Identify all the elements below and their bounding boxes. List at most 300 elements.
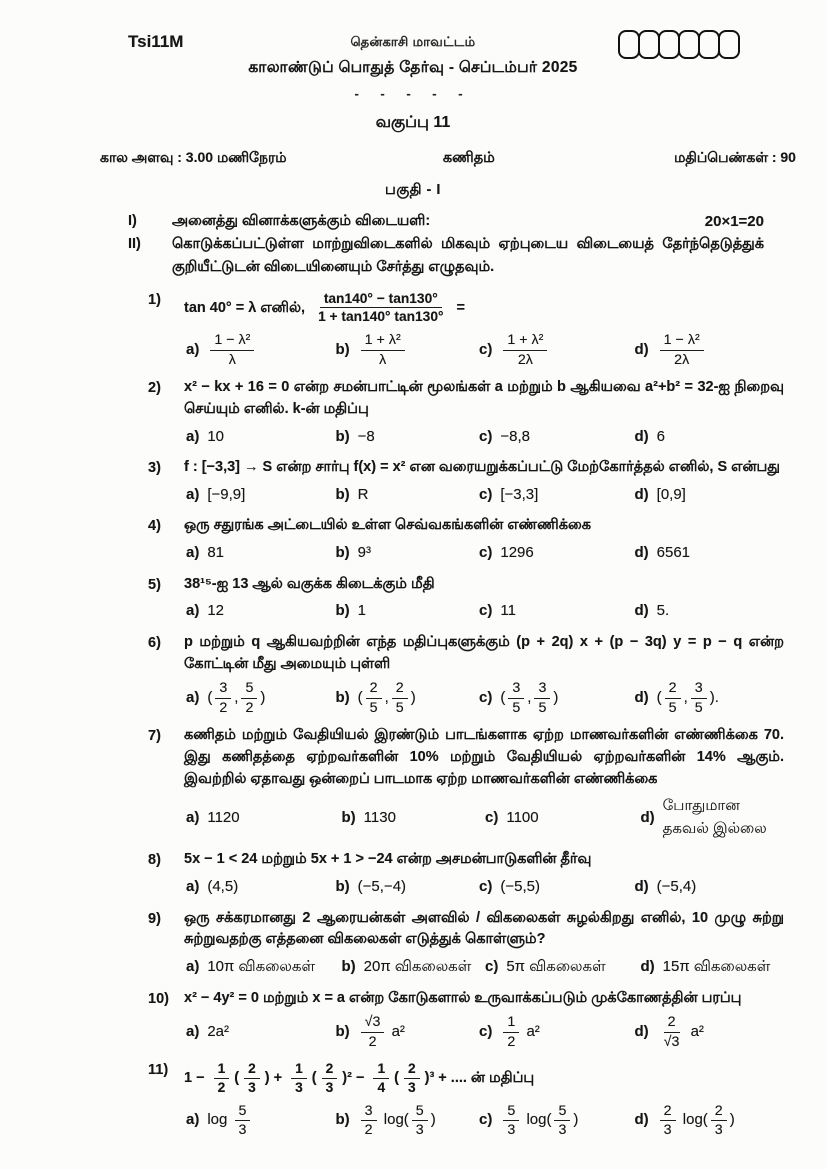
option	[634, 484, 784, 507]
question-number: 1)	[148, 291, 161, 308]
fraction	[214, 1061, 230, 1096]
text-run: 1	[357, 602, 367, 620]
fraction-denominator: 5	[694, 699, 703, 716]
district-title: தென்காசி மாவட்டம்	[350, 34, 476, 49]
text-run: −8	[357, 427, 375, 445]
option	[479, 332, 634, 368]
option-label: d)	[634, 1111, 649, 1129]
text-run: (	[656, 688, 662, 706]
option-label: c)	[485, 808, 499, 826]
text-run: [0,9]	[656, 485, 686, 503]
option	[186, 680, 336, 716]
fraction-numerator: 3	[691, 680, 707, 698]
fraction	[373, 1061, 389, 1096]
fraction-denominator: 2	[245, 699, 254, 716]
text-run: log(	[522, 1111, 552, 1129]
option	[336, 1103, 480, 1139]
text-run: ,	[527, 688, 532, 706]
fraction-numerator: 3	[534, 680, 550, 698]
option-content	[657, 680, 719, 716]
text-run: 1120	[207, 808, 240, 826]
option-content	[358, 542, 371, 565]
text-run: போதுமான தகவல் இல்லை	[662, 797, 767, 837]
text-run: 1 −	[184, 1070, 209, 1087]
fraction	[314, 291, 447, 326]
options-row	[186, 876, 784, 899]
text-run: 10π விகலைகள்	[207, 958, 315, 975]
fraction-denominator: 1 + tan140° tan130°	[318, 309, 444, 325]
option-label: d)	[634, 1022, 649, 1040]
fraction	[235, 1103, 251, 1139]
option	[336, 600, 480, 623]
fraction-denominator: 3	[415, 1122, 424, 1139]
fraction-denominator: 3	[507, 1122, 516, 1139]
fraction	[711, 1103, 727, 1139]
option	[479, 680, 634, 716]
option	[341, 956, 485, 979]
text-run: [−3,3]	[500, 485, 539, 503]
fraction-numerator: 2	[392, 680, 408, 698]
instruction-label: II)	[128, 236, 141, 253]
text-run: ).	[709, 688, 719, 706]
text-run: log	[207, 1111, 232, 1129]
fraction-numerator: 5	[554, 1103, 570, 1121]
question	[0, 632, 826, 716]
option	[634, 1103, 784, 1139]
option-content	[657, 1103, 735, 1139]
question-body	[184, 515, 784, 564]
text-run: a²	[387, 1022, 405, 1040]
fraction-numerator: tan140° − tan130°	[320, 291, 442, 309]
fraction	[241, 680, 257, 716]
text-run: log(	[379, 1111, 409, 1129]
text-run: ,	[234, 688, 239, 706]
bubble	[678, 30, 700, 59]
option-label: c)	[479, 878, 493, 895]
question-stem	[184, 289, 784, 328]
option-label: a)	[186, 808, 200, 826]
bubble	[698, 30, 720, 59]
option-label: a)	[186, 878, 200, 895]
question-number: 8)	[148, 852, 161, 869]
question-number: 10)	[148, 990, 169, 1007]
fraction-denominator: 3	[663, 1122, 672, 1139]
option-label: b)	[335, 1022, 350, 1040]
option-label: a)	[186, 544, 200, 561]
question-stem	[184, 515, 784, 537]
questions	[0, 289, 826, 1139]
option-content	[358, 1014, 405, 1050]
class-title: வகுப்பு 11	[375, 114, 451, 131]
option	[479, 426, 634, 449]
fraction-denominator: 3	[295, 1079, 303, 1095]
fraction	[244, 1061, 260, 1096]
option	[186, 542, 336, 565]
text-run: a²	[686, 1022, 704, 1040]
option-content	[663, 795, 784, 840]
question-body	[184, 849, 784, 898]
question-body	[184, 289, 784, 368]
option	[186, 484, 336, 507]
option-content	[500, 600, 516, 623]
fraction-denominator: 3	[325, 1079, 334, 1095]
fraction	[503, 1014, 519, 1050]
option-content	[364, 807, 396, 830]
option-content	[207, 807, 239, 830]
fraction-numerator: 2	[665, 680, 681, 698]
fraction	[404, 1061, 420, 1096]
header-row	[0, 30, 826, 56]
text-run: 6	[656, 427, 665, 445]
text-run: கணிதம் மற்றும் வேதியியல் இரண்டும் பாடங்களாக ஏற்ற மாணவர்களின் எண்ணிக்கை 70. இது கணிதத்தை ஏற்றவர்களின் 10% மற்றும் வேதியியல் ஏற்றவர்களின் 14% ஆகும். இவற்றில் ஏதாவது ஒன்றைப் பாடமாக ஏற்ற மாணவர்களின் எண்ணிக்கை	[184, 727, 789, 787]
fraction-denominator: 2	[507, 1033, 516, 1050]
text-run: x² − kx + 16 = 0 என்ற சமன்பாட்டின் மூலங்கள் a மற்றும் b ஆகியவை a²+b² = 32-ஐ நிறைவு செய்யும் எனில். k-ன் மதிப்பு	[184, 379, 789, 417]
fraction	[361, 1014, 385, 1050]
options-row	[186, 956, 784, 979]
fraction-denominator: 3	[558, 1122, 567, 1139]
fraction-denominator: 5	[668, 699, 677, 716]
fraction	[665, 680, 681, 716]
question-stem	[184, 632, 789, 676]
fraction-denominator: 3	[407, 1079, 416, 1095]
question-number: 5)	[148, 576, 161, 593]
fraction-numerator: 5	[235, 1103, 251, 1121]
register-number-boxes	[620, 30, 740, 59]
option-content	[207, 332, 257, 368]
text-run: (−5,4)	[656, 878, 697, 895]
fraction	[215, 680, 231, 716]
question	[0, 457, 826, 506]
question	[0, 1059, 826, 1138]
option-content	[657, 542, 690, 565]
option	[634, 680, 784, 716]
fraction-denominator: 2	[217, 1079, 226, 1095]
option	[186, 956, 341, 979]
question-stem	[184, 849, 784, 871]
question-number: 7)	[148, 728, 161, 744]
text-run: ஒரு சதுரங்க அட்டையில் உள்ள செவ்வகங்களின் எண்ணிக்கை	[184, 517, 591, 534]
fraction-numerator: 3	[508, 680, 524, 698]
instruction-text: கொடுக்கப்பட்டுள்ள மாற்றுவிடைகளில் மிகவும் ஏற்புடைய விடையைத் தேர்ந்தெடுத்துக் குறியீட்டுடன் விடையினையும் சேர்த்து எழுதவும்.	[172, 236, 764, 276]
question	[0, 725, 826, 840]
question-body	[184, 457, 784, 506]
fraction-numerator: 1	[503, 1014, 519, 1032]
text-run: )	[430, 1111, 436, 1129]
text-run: 1130	[363, 808, 396, 826]
option-label: d)	[634, 340, 649, 358]
max-marks: மதிப்பெண்கள் : 90	[674, 149, 796, 165]
option-content	[657, 876, 697, 899]
option	[485, 807, 640, 830]
question-body	[184, 1059, 784, 1138]
fraction-numerator: 5	[503, 1103, 519, 1121]
fraction-denominator: 5	[395, 699, 404, 716]
subject-title: கணிதம்	[442, 150, 495, 166]
text-run: log(	[678, 1111, 708, 1129]
text-run: (4,5)	[207, 878, 239, 895]
fraction-denominator: 2	[368, 1033, 377, 1050]
bubble	[718, 30, 740, 59]
option	[485, 956, 640, 979]
fraction-denominator: √3	[663, 1033, 680, 1050]
fraction-denominator: 3	[238, 1122, 247, 1139]
option-content	[358, 600, 366, 623]
option	[186, 807, 341, 830]
question-body	[184, 632, 789, 716]
option-label: c)	[479, 340, 493, 358]
fraction-numerator: 1	[214, 1061, 230, 1079]
fraction	[322, 1061, 338, 1096]
text-run: (	[311, 1070, 317, 1087]
question-number: 3)	[148, 460, 161, 476]
instruction-text: அனைத்து வினாக்களுக்கும் விடையளி:	[172, 213, 431, 229]
bubble	[638, 30, 660, 59]
option-label: c)	[479, 427, 493, 445]
fraction-denominator: 3	[248, 1079, 256, 1095]
question	[0, 574, 826, 623]
option-content	[500, 332, 550, 368]
question	[0, 988, 826, 1051]
option-content	[207, 876, 238, 899]
question-stem	[184, 377, 789, 421]
text-run: 9³	[357, 544, 372, 561]
fraction-numerator: 3	[215, 680, 231, 698]
option-label: c)	[479, 485, 493, 503]
option-content	[500, 426, 530, 449]
question-body	[184, 377, 789, 448]
option-label: b)	[335, 427, 350, 445]
option	[186, 426, 336, 449]
option-label: a)	[186, 1111, 200, 1129]
option	[186, 332, 336, 368]
option-content	[657, 426, 665, 449]
option-content	[500, 484, 538, 507]
question-body	[184, 725, 789, 840]
option	[336, 1014, 480, 1050]
text-run: −8,8	[500, 427, 530, 445]
option-content	[500, 1014, 539, 1050]
text-run: )	[410, 688, 416, 706]
question-number: 9)	[148, 910, 161, 927]
fraction	[412, 1103, 428, 1139]
options-row	[186, 795, 784, 840]
option-content	[207, 1103, 253, 1139]
text-run: (−5,−4)	[357, 878, 407, 895]
question-body	[184, 908, 789, 979]
options-row	[186, 484, 784, 507]
option-label: a)	[186, 340, 200, 358]
option-label: b)	[335, 878, 350, 895]
option-content	[506, 807, 538, 830]
option	[336, 876, 480, 899]
option	[479, 484, 634, 507]
option-content	[358, 426, 375, 449]
text-run: (	[357, 688, 363, 706]
text-run: ,	[683, 688, 688, 706]
text-run: p மற்றும் q ஆகியவற்றின் எந்த மதிப்புகளுக்கும் (p + 2q) x + (p − 3q) y = p − q என்ற கோட்டின் மீது அமையும் புள்ளி	[184, 633, 789, 672]
option	[186, 600, 336, 623]
question	[0, 515, 826, 564]
fraction-numerator: 1 + λ²	[503, 332, 547, 350]
fraction-numerator: 1 − λ²	[210, 332, 254, 350]
option-content	[500, 1103, 578, 1139]
fraction-denominator: 5	[369, 699, 378, 716]
option	[640, 795, 784, 840]
option	[336, 542, 480, 565]
option	[640, 956, 784, 979]
fraction	[660, 1014, 684, 1050]
option	[341, 807, 485, 830]
fraction-numerator: 1	[373, 1061, 389, 1079]
text-run: (−5,5)	[500, 878, 540, 895]
option	[634, 332, 784, 368]
options-row	[186, 332, 784, 368]
option-label: a)	[186, 485, 200, 503]
option-label: c)	[485, 958, 499, 975]
option	[336, 680, 480, 716]
fraction	[660, 1103, 676, 1139]
option-label: a)	[186, 1022, 200, 1040]
fraction	[210, 332, 254, 368]
question-stem	[184, 457, 784, 479]
question-number: 11)	[148, 1062, 169, 1078]
option-content	[207, 484, 245, 507]
option-label: c)	[479, 1111, 493, 1129]
option-content	[657, 332, 707, 368]
fraction	[554, 1103, 570, 1139]
question-stem	[184, 1059, 784, 1098]
option-label: c)	[479, 1022, 493, 1040]
text-run: ) +	[264, 1070, 287, 1087]
option-label: b)	[335, 602, 350, 620]
fraction-denominator: 2λ	[517, 351, 533, 368]
fraction	[361, 1103, 377, 1139]
fraction	[534, 680, 550, 716]
text-run: 5π விகலைகள்	[506, 958, 606, 975]
options-row	[186, 1103, 784, 1139]
text-run: a²	[522, 1022, 540, 1040]
option-content	[358, 484, 369, 507]
text-run: )	[729, 1111, 735, 1129]
option-label: d)	[640, 808, 655, 826]
fraction-denominator: 2λ	[674, 351, 690, 368]
option-content	[358, 680, 416, 716]
question-number: 2)	[148, 380, 161, 396]
fraction-denominator: 2	[364, 1122, 373, 1139]
fraction	[366, 680, 382, 716]
fraction	[660, 332, 704, 368]
option-label: b)	[335, 485, 350, 503]
fraction-numerator: 2	[244, 1061, 260, 1079]
question-body	[184, 988, 784, 1051]
fraction-denominator: 5	[512, 699, 521, 716]
option	[336, 332, 480, 368]
paper-code: Tsi11M	[128, 32, 184, 51]
text-run: 2a²	[207, 1022, 230, 1040]
option-label: d)	[634, 688, 649, 706]
option	[479, 600, 634, 623]
fraction-numerator: 2	[711, 1103, 727, 1121]
fraction	[392, 680, 408, 716]
option-label: a)	[186, 958, 200, 975]
fraction-denominator: 4	[377, 1079, 386, 1095]
instructions	[0, 210, 826, 280]
option-label: d)	[634, 427, 649, 445]
option-content	[663, 956, 771, 979]
options-row	[186, 426, 784, 449]
option-label: b)	[335, 688, 350, 706]
option-content	[207, 1021, 229, 1044]
instruction-row	[0, 233, 826, 279]
fraction-numerator: 1	[291, 1061, 307, 1079]
option-label: b)	[335, 340, 350, 358]
fraction-numerator: 2	[322, 1061, 338, 1079]
text-run: 5.	[656, 602, 670, 620]
bubble	[658, 30, 680, 59]
fraction-denominator: 2	[219, 699, 228, 716]
time-allocation: கால அளவு : 3.00 மணிநேரம்	[100, 149, 287, 165]
option-content	[358, 876, 406, 899]
fraction-numerator: 2	[366, 680, 382, 698]
question-stem	[184, 988, 784, 1010]
option	[479, 542, 634, 565]
text-run: f : [−3,3] → S என்ற சார்பு f(x) = x² என வரையறுக்கப்பட்டு மேற்கோர்த்தல் எனில், S என்பது	[184, 459, 780, 475]
option-content	[500, 876, 540, 899]
option-content	[358, 1103, 436, 1139]
fraction	[361, 332, 405, 368]
question-stem	[184, 574, 784, 596]
marks-scheme: 20×1=20	[704, 213, 764, 230]
options-row	[186, 600, 784, 623]
option-label: b)	[341, 958, 356, 975]
option-content	[506, 956, 605, 979]
question-number: 6)	[148, 634, 161, 651]
option-label: d)	[634, 602, 649, 620]
exam-title: காலாண்டுப் பொதுத் தேர்வு - செப்டம்பர் 2025	[248, 59, 578, 76]
option-label: d)	[634, 878, 649, 895]
text-run: [−9,9]	[207, 485, 246, 503]
text-run: 1296	[500, 544, 534, 561]
fraction-numerator: 1 + λ²	[361, 332, 405, 350]
option-content	[364, 956, 472, 979]
question-stem	[184, 725, 789, 790]
text-run: 5x − 1 < 24 மற்றும் 5x + 1 > −24 என்ற அசமன்பாடுகளின் தீர்வு	[184, 851, 592, 868]
text-run: )	[553, 688, 559, 706]
text-run: )² −	[342, 1070, 369, 1087]
option	[634, 1014, 784, 1050]
option-label: a)	[186, 427, 200, 445]
text-run: tan 40° = λ எனில்,	[184, 299, 310, 316]
option	[634, 542, 784, 565]
option-label: d)	[634, 544, 649, 561]
text-run: )	[573, 1111, 579, 1129]
question-body	[184, 574, 784, 623]
option	[634, 600, 784, 623]
option-content	[657, 484, 686, 507]
option	[479, 1014, 634, 1050]
option-label: b)	[335, 1111, 350, 1129]
option	[336, 484, 480, 507]
text-run: 20π விகலைகள்	[363, 958, 472, 975]
text-run: )³ + .... ன் மதிப்பு	[424, 1070, 535, 1087]
question-number: 4)	[148, 518, 161, 535]
option-label: a)	[186, 602, 200, 620]
option-label: c)	[479, 688, 493, 706]
text-run: R	[357, 485, 369, 503]
fraction-numerator: 5	[241, 680, 257, 698]
question-stem	[184, 908, 789, 952]
question	[0, 289, 826, 368]
